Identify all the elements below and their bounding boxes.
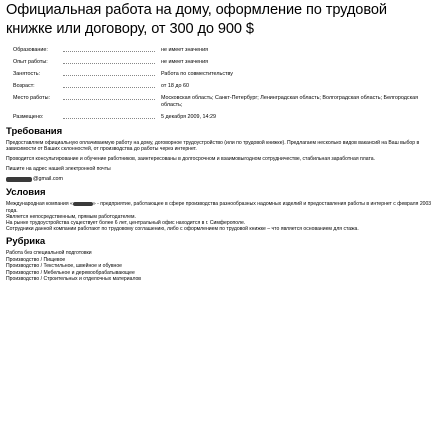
fact-label: Возраст: xyxy=(13,83,35,89)
fact-row xyxy=(6,71,434,78)
fact-value: Московская область; Санкт-Петербург; Ленинградская область; Волгоградская область; Белгородская область; xyxy=(161,95,419,108)
fact-value: от 18 до 60 xyxy=(161,83,189,89)
contact-email xyxy=(6,176,434,183)
fact-value: 5 декабря 2009, 14:29 xyxy=(161,113,217,120)
email-domain: @gmail.com xyxy=(33,176,64,183)
requirements-heading: Требования xyxy=(6,125,63,137)
fact-row xyxy=(6,83,434,90)
fact-value: Работа по совместительству xyxy=(161,71,233,77)
fact-row xyxy=(6,47,434,54)
conditions-line: На рынке трудоустройства существует более 6 лет, центральный офис находится в г. Симферополе. xyxy=(6,219,246,226)
dotted-leader xyxy=(63,114,155,119)
fact-value: не имеет значения xyxy=(161,47,209,53)
rubric-list xyxy=(6,250,434,282)
rubric-item: Производство / Пищевое xyxy=(6,256,66,263)
rubric-heading: Рубрика xyxy=(6,236,46,248)
facts-list xyxy=(6,47,434,120)
conditions-line xyxy=(6,201,434,213)
fact-label: Занятость: xyxy=(13,71,41,77)
conditions-line: Является непосредственным, прямым работодателем. xyxy=(6,213,136,220)
dotted-leader xyxy=(63,59,155,64)
conditions-text xyxy=(6,201,434,232)
fact-label: Место работы: xyxy=(13,95,50,101)
dotted-leader xyxy=(63,71,155,76)
fact-value: не имеет значения xyxy=(161,59,209,65)
conditions-line: Сотрудники данной компании работают по трудовому соглашению, либо с оформлением по трудовой книжке – что является основанием для стажа. xyxy=(6,226,359,233)
fact-row xyxy=(6,95,434,108)
dotted-leader xyxy=(63,95,155,100)
fact-label: Опыт работы: xyxy=(13,59,48,65)
fact-row xyxy=(6,59,434,66)
dotted-leader xyxy=(63,83,155,88)
conditions-line-start: Международная компания « xyxy=(6,201,73,208)
redacted-block xyxy=(6,177,32,182)
rubric-item: Производство / Текстильное, швейное и обувное xyxy=(6,263,122,270)
fact-label: Размещено: xyxy=(13,113,44,120)
requirements-paragraph: Предоставляем официальную оплачиваемую работу на дому, договорное трудоустройство (или по трудовой книжке). Предлагаем несколько видов вакансий на Ваш выбор в зависимости от Ваших склонностей, от производства до работы через интернет. xyxy=(6,139,420,152)
rubric-item: Производство / Мебельное и деревообрабатывающее xyxy=(6,269,135,276)
dotted-leader xyxy=(63,47,155,52)
rubric-item: Производство / Строительных и отделочных материалов xyxy=(6,275,142,282)
fact-row xyxy=(6,114,434,121)
redacted-block xyxy=(73,202,93,206)
page-title: Официальная работа на дому, оформление по трудовой книжке или договору, от 300 до 900 $ xyxy=(6,2,387,37)
conditions-line-end: » - предприятие, работающее в сфере производства разнообразных надомных изделий и предоставления работы в интернет с февраля 2003 года. xyxy=(6,201,432,214)
rubric-item: Работа без специальной подготовки xyxy=(6,250,92,257)
requirements-paragraph: Проводится консультирование и обучение работников, заинтересованы в долгосрочном и взаимовыгодном сотрудничестве, стабильная заработная плата. xyxy=(6,155,375,162)
conditions-heading: Условия xyxy=(6,187,46,199)
fact-label: Образование: xyxy=(13,47,48,53)
requirements-paragraph: Пишите на адрес нашей электронной почты xyxy=(6,166,111,173)
